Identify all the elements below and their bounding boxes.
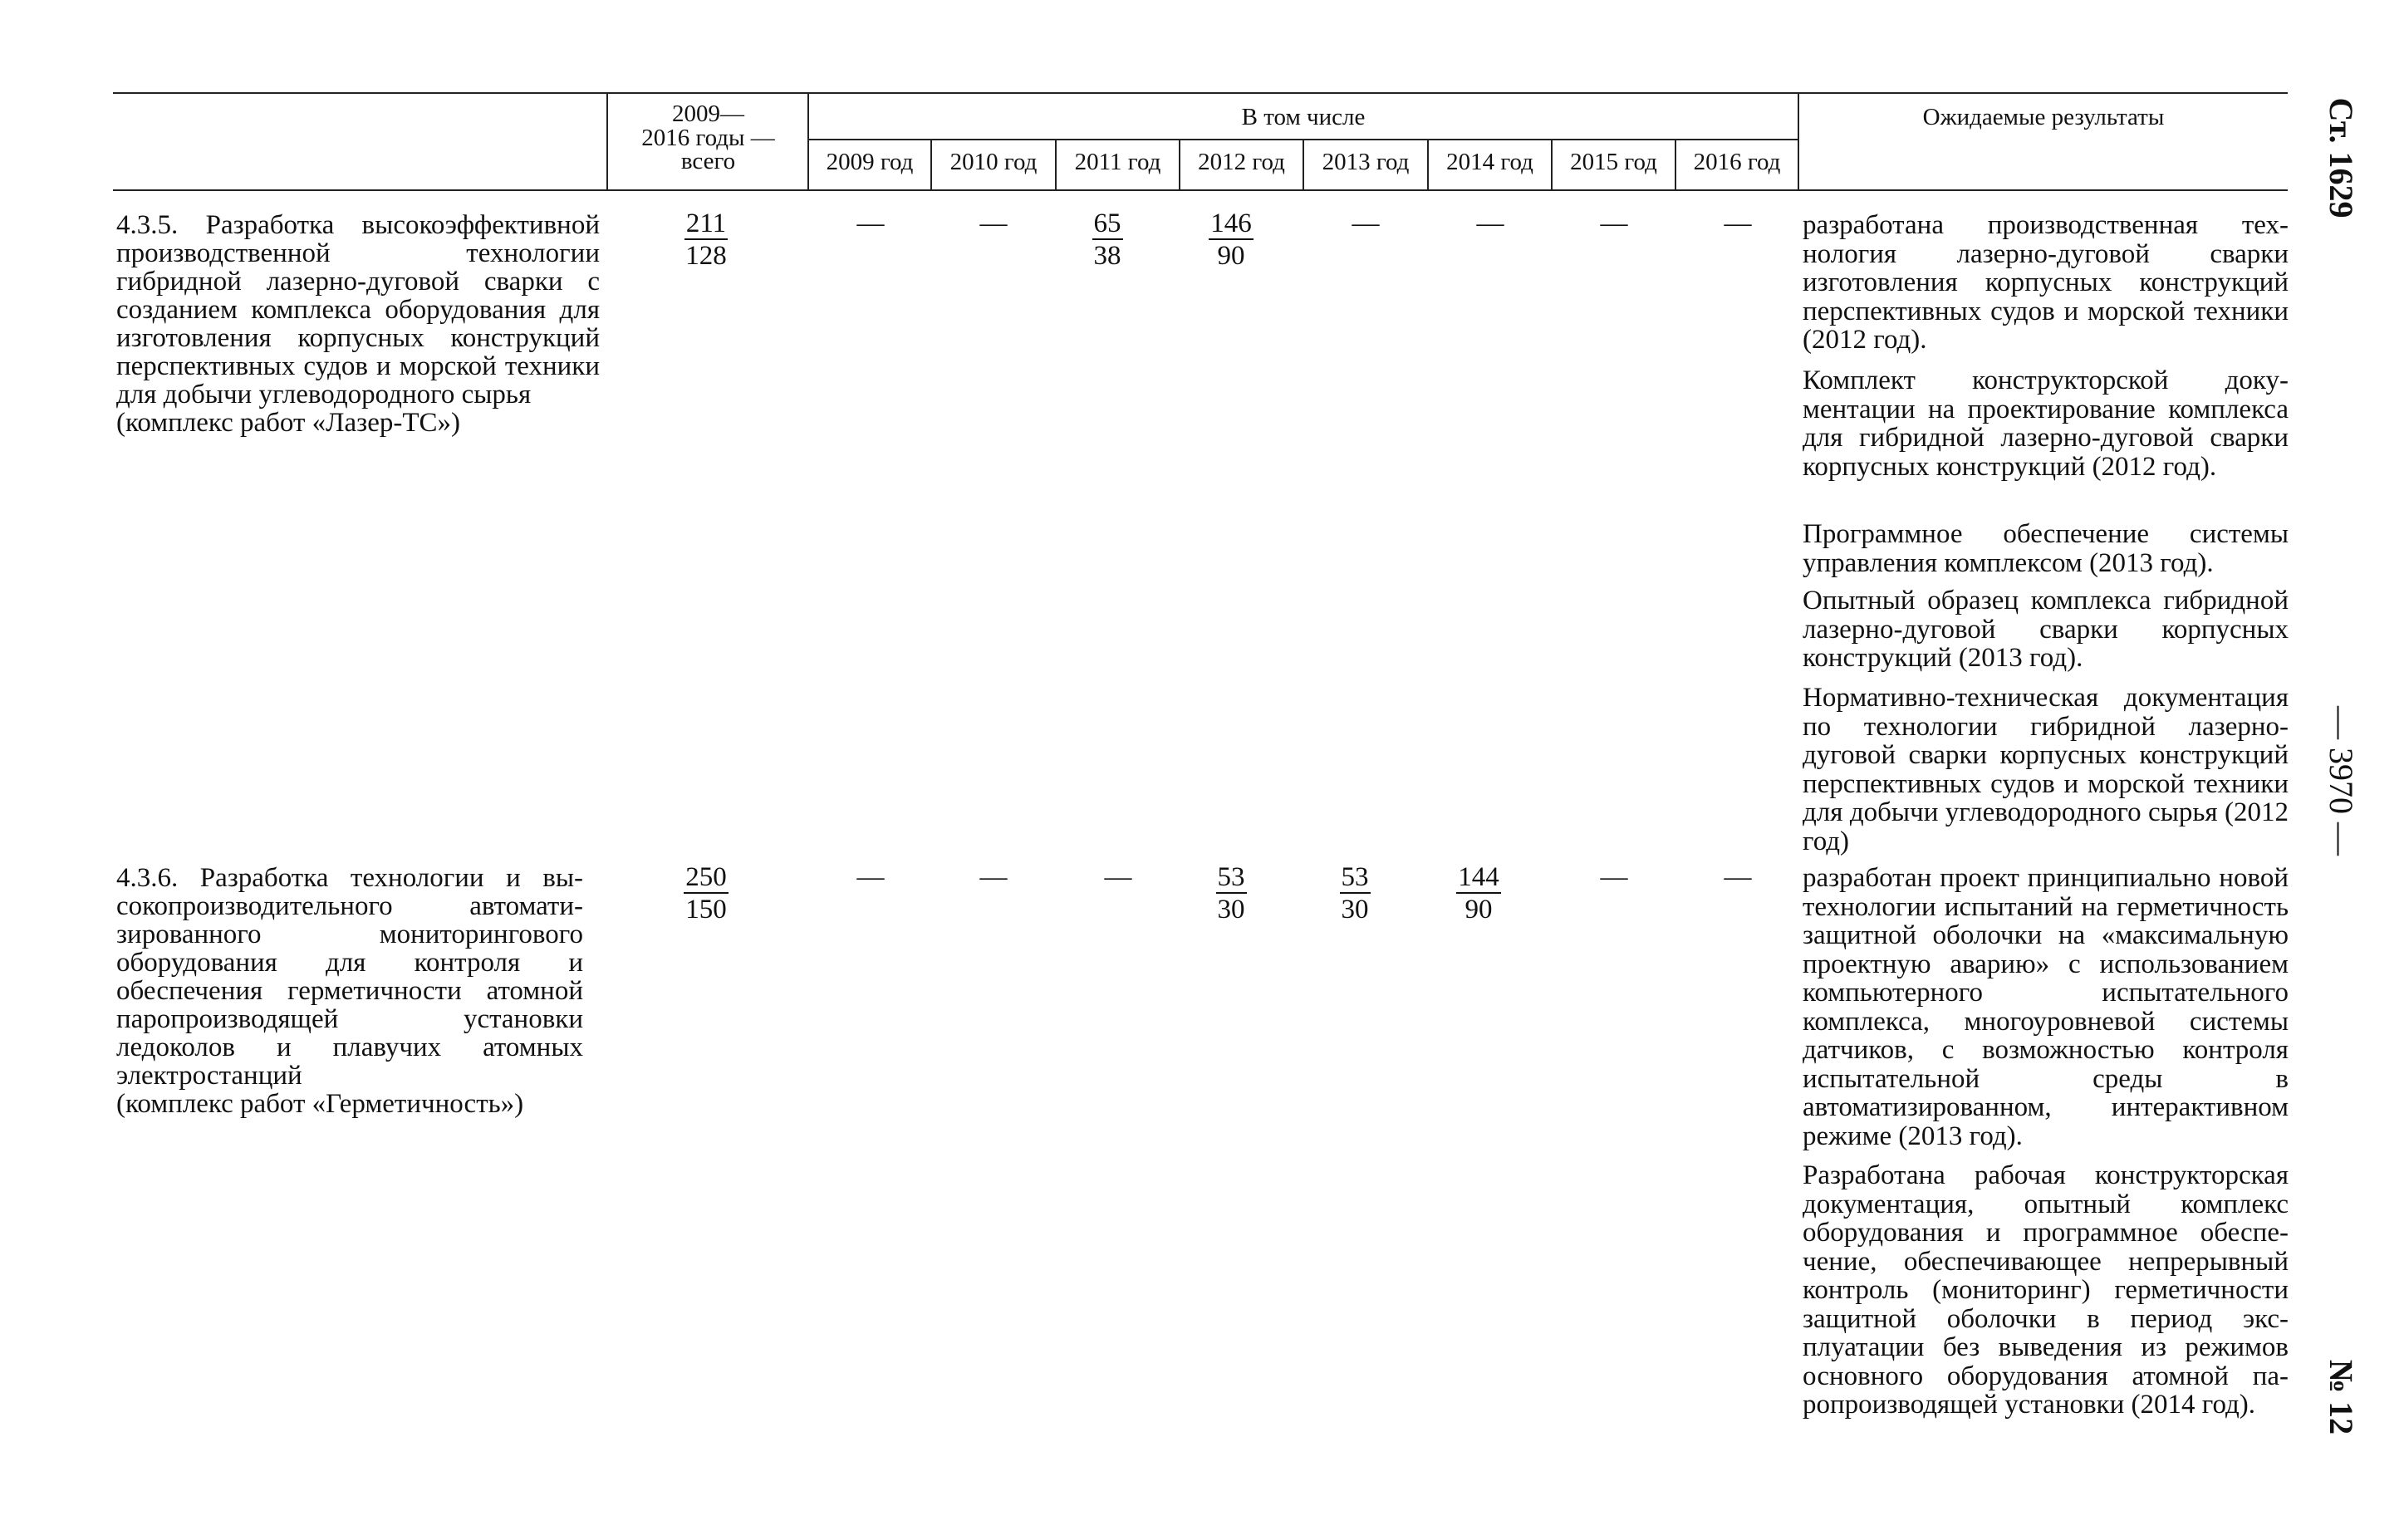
- result-4-3-6-1: разработан проект принципиально новой технологии испытаний на герметичность защитной оболочки на «максимальную проектную аварию» с использованием компьютерного испытательного комплекса, многоуровневой системы датчиков, с возможностью контроля испытательной среды в автоматизированном, интерактивном режиме (2013 год).: [1803, 863, 2289, 1151]
- cell-4-3-6-2010: —: [979, 862, 1008, 892]
- cell-4-3-6-2014: [1437, 861, 1520, 925]
- cell-4-3-6-2012-denominator: 30: [1217, 895, 1245, 924]
- cell-4-3-5-2009: —: [856, 208, 885, 238]
- cell-4-3-5-2011-numerator: 65: [1093, 208, 1121, 238]
- cell-4-3-5-2011-denominator: 38: [1093, 241, 1121, 271]
- cell-4-3-6-2013: [1313, 861, 1396, 925]
- table-top-rule: [113, 92, 2288, 94]
- header-year-2015: 2015 год: [1570, 149, 1657, 175]
- task-4-3-6-text: 4.3.6. Разработка технологии и высокопроизводительного автоматизированного мониторингового оборудования для контроля и обеспечения герметичности атомной паропроизводящей установки ледоколов и плавучих атомных электростанций: [116, 863, 583, 1091]
- page-reference: Ст. 1629: [2323, 97, 2360, 218]
- total-4-3-6: [665, 861, 748, 925]
- task-4-3-5: [116, 211, 600, 437]
- cell-4-3-6-2012-numerator: 53: [1217, 862, 1245, 892]
- cell-4-3-5-2012-numerator: 146: [1210, 208, 1252, 238]
- total-4-3-6-denominator: 150: [685, 895, 727, 924]
- header-year-2010: 2010 год: [949, 149, 1038, 175]
- total-4-3-5: [665, 208, 748, 272]
- task-4-3-5-complex: (комплекс работ «Лазер-ТС»): [116, 408, 461, 438]
- total-4-3-5-numerator: 211: [685, 208, 727, 238]
- page-number: — 3970 —: [2323, 706, 2360, 856]
- header-year-2012: 2012 год: [1198, 149, 1285, 175]
- header-including: В том числе: [1241, 104, 1366, 130]
- header-year-2016: 2016 год: [1693, 149, 1781, 175]
- cell-4-3-6-2009: —: [856, 862, 885, 892]
- cell-4-3-5-2011: [1066, 208, 1149, 272]
- result-4-3-6-2: Разработана рабочая конструкторская документация, опытный комплекс оборудования и программное обеспечение, обеспечивающее непрерывный контроль (мониторинг) герметичности защитной оболочки в период эксплуатации без выведения из режимов основного оборудования атомной паропроизводящей установки (2014 год).: [1803, 1160, 2289, 1420]
- result-4-3-5-2: Комплект конструкторской документации на проектирование комплекса для гибридной лазерно-дуговой сварки корпусных конструкций (2012 год).: [1803, 365, 2289, 482]
- cell-4-3-6-2012: [1190, 861, 1273, 925]
- cell-4-3-5-2014: —: [1476, 208, 1504, 238]
- result-4-3-5-3: Программное обеспечение системы управления комплексом (2013 год).: [1803, 519, 2289, 578]
- cell-4-3-6-2014-denominator: 90: [1464, 895, 1493, 924]
- cell-4-3-6-2011: —: [1104, 862, 1132, 892]
- cell-4-3-5-2015: —: [1600, 208, 1628, 238]
- cell-4-3-5-2012: [1190, 208, 1273, 272]
- header-total-line-3: всего: [680, 148, 736, 174]
- total-4-3-6-numerator: 250: [685, 862, 727, 892]
- task-4-3-5-text: 4.3.5. Разработка высокоэффективной производственной технологии гибридной лазерно-дуговой сварки с созданием комплекса оборудования для изготовления корпусных конструкций перспективных судов и морской техники для добычи углеводородного сырья: [116, 210, 600, 410]
- total-4-3-5-denominator: 128: [685, 241, 727, 271]
- header-total: [611, 101, 806, 173]
- cell-4-3-6-2016: —: [1724, 862, 1752, 892]
- cell-4-3-5-2016: —: [1724, 208, 1752, 238]
- header-total-line-2: 2016 годы —: [641, 125, 775, 151]
- task-4-3-6-complex: (комплекс работ «Герметичность»): [116, 1089, 524, 1119]
- header-year-2009: 2009 год: [826, 149, 914, 175]
- task-4-3-6: [116, 864, 583, 1118]
- cell-4-3-5-2010: —: [979, 208, 1008, 238]
- header-results: Ожидаемые результаты: [1922, 104, 2165, 130]
- issue-number: № 12: [2323, 1359, 2360, 1435]
- header-year-2014: 2014 год: [1446, 149, 1533, 175]
- header-total-line-1: 2009—: [672, 101, 744, 127]
- col-divider-task: [606, 92, 608, 191]
- cell-4-3-6-2013-numerator: 53: [1341, 862, 1369, 892]
- header-year-2011: 2011 год: [1074, 149, 1161, 175]
- header-bottom-rule: [113, 189, 2288, 191]
- cell-4-3-5-2013: —: [1352, 208, 1380, 238]
- cell-4-3-6-2013-denominator: 30: [1341, 895, 1369, 924]
- cell-4-3-5-2012-denominator: 90: [1217, 241, 1245, 271]
- result-4-3-5-5: Нормативно-техническая документация по технологии гибридной лазерно-дуговой сварки корпусных конструкций перспективных судов и морской техники для добычи углеводородного сырья (2012 год): [1803, 683, 2289, 856]
- result-4-3-5-4: Опытный образец комплекса гибридной лазерно-дуговой сварки корпусных конструкций (2013 год).: [1803, 586, 2289, 673]
- header-year-2013: 2013 год: [1322, 149, 1410, 175]
- cell-4-3-6-2014-numerator: 144: [1458, 862, 1499, 892]
- result-4-3-5-1: разработана производственная технология лазерно-дуговой сварки изготовления корпусных конструкций перспективных судов и морской техники (2012 год).: [1803, 210, 2289, 355]
- cell-4-3-6-2015: —: [1600, 862, 1628, 892]
